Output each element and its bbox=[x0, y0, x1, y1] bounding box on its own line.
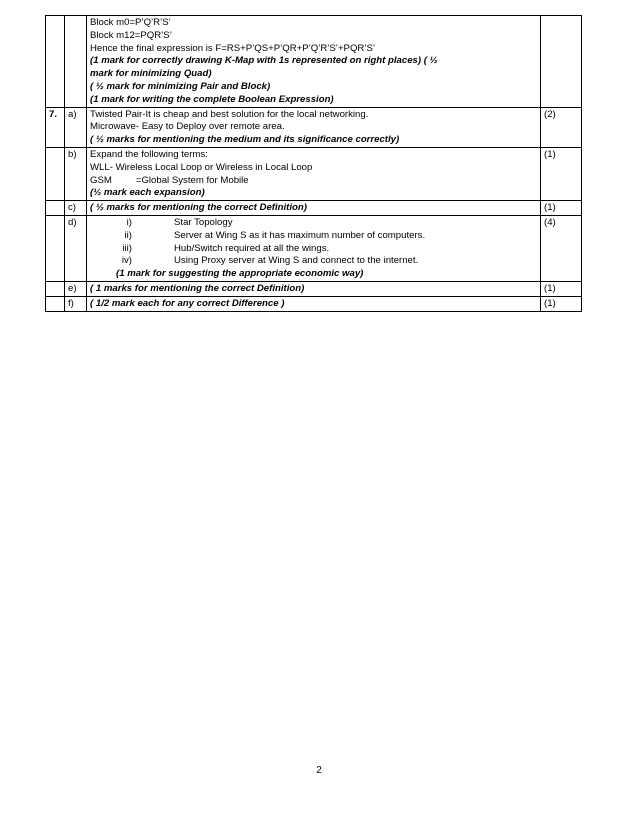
item-number: iii) bbox=[122, 242, 132, 254]
answer-line: Microwave- Easy to Deploy over remote area. bbox=[90, 121, 285, 133]
list-item bbox=[90, 243, 538, 256]
part-cell: d) bbox=[65, 215, 87, 281]
item-number: ii) bbox=[124, 229, 132, 241]
gsm-key: GSM bbox=[90, 174, 112, 186]
list-item bbox=[90, 217, 538, 230]
qno-cell bbox=[46, 16, 65, 108]
answer-line: Expand the following terms: bbox=[90, 148, 208, 160]
marks-cell: (1) bbox=[541, 281, 582, 296]
part-cell: a) bbox=[65, 107, 87, 147]
qno-cell bbox=[46, 215, 65, 281]
marking-note: ( ½ mark for minimizing Pair and Block) bbox=[90, 80, 271, 92]
table-row bbox=[46, 215, 582, 281]
table-row bbox=[46, 147, 582, 200]
part-cell: f) bbox=[65, 296, 87, 311]
list-item bbox=[90, 230, 538, 243]
item-text: Server at Wing S as it has maximum number of computers. bbox=[174, 229, 426, 241]
marks-cell: (1) bbox=[541, 201, 582, 216]
list-item bbox=[90, 255, 538, 268]
answer-line: WLL- Wireless Local Loop or Wireless in Local Loop bbox=[90, 161, 313, 173]
qno-cell bbox=[46, 281, 65, 296]
answer-cell bbox=[87, 16, 541, 108]
answer-cell bbox=[87, 201, 541, 216]
answer-line: Hence the final expression is F=RS+P’QS+P’QR+P’Q’R’S’+PQR’S’ bbox=[90, 42, 375, 54]
answer-line: Block m0=P’Q’R’S’ bbox=[90, 17, 171, 28]
marking-note: mark for minimizing Quad) bbox=[90, 68, 212, 80]
answer-cell bbox=[87, 147, 541, 200]
answer-cell bbox=[87, 215, 541, 281]
marking-note: (½ mark each expansion) bbox=[90, 187, 205, 199]
qno-cell bbox=[46, 147, 65, 200]
item-text: Using Proxy server at Wing S and connect to the internet. bbox=[174, 255, 419, 267]
item-text: Hub/Switch required at all the wings. bbox=[174, 242, 330, 254]
answer-cell bbox=[87, 296, 541, 311]
qno-cell bbox=[46, 201, 65, 216]
marking-note: (1 mark for correctly drawing K-Map with 1s represented on right places) ( ½ bbox=[90, 55, 438, 67]
marks-cell: (1) bbox=[541, 147, 582, 200]
marking-scheme-table bbox=[45, 15, 582, 312]
answer-cell bbox=[87, 281, 541, 296]
qno-cell: 7. bbox=[46, 107, 65, 147]
answer-line: Block m12=PQR’S’ bbox=[90, 29, 172, 41]
marking-note: ( ½ marks for mentioning the correct Definition) bbox=[90, 202, 307, 214]
part-cell: e) bbox=[65, 281, 87, 296]
gsm-value: =Global System for Mobile bbox=[135, 174, 249, 186]
table-row bbox=[46, 107, 582, 147]
table-row bbox=[46, 16, 582, 108]
item-number: i) bbox=[126, 216, 132, 228]
table-row bbox=[46, 296, 582, 311]
page-number: 2 bbox=[316, 765, 322, 776]
qno-cell bbox=[46, 296, 65, 311]
table-row bbox=[46, 201, 582, 216]
marking-note: ( 1/2 mark each for any correct Difference ) bbox=[90, 297, 285, 309]
part-cell: b) bbox=[65, 147, 87, 200]
part-cell: c) bbox=[65, 201, 87, 216]
marks-cell bbox=[541, 16, 582, 108]
marking-note: ( ½ marks for mentioning the medium and its significance correctly) bbox=[90, 134, 400, 146]
item-number: iv) bbox=[121, 255, 132, 267]
table-row bbox=[46, 281, 582, 296]
answer-line bbox=[90, 175, 538, 188]
answer-line: Twisted Pair-It is cheap and best solution for the local networking. bbox=[90, 108, 369, 120]
item-text: Star Topology bbox=[174, 216, 233, 228]
answer-cell bbox=[87, 107, 541, 147]
marking-note: (1 mark for writing the complete Boolean Expression) bbox=[90, 93, 334, 105]
marking-note: (1 mark for suggesting the appropriate economic way) bbox=[116, 268, 364, 280]
marking-note: ( 1 marks for mentioning the correct Definition) bbox=[90, 282, 305, 294]
marks-cell: (4) bbox=[541, 215, 582, 281]
marks-cell: (1) bbox=[541, 296, 582, 311]
marks-cell: (2) bbox=[541, 107, 582, 147]
part-cell bbox=[65, 16, 87, 108]
